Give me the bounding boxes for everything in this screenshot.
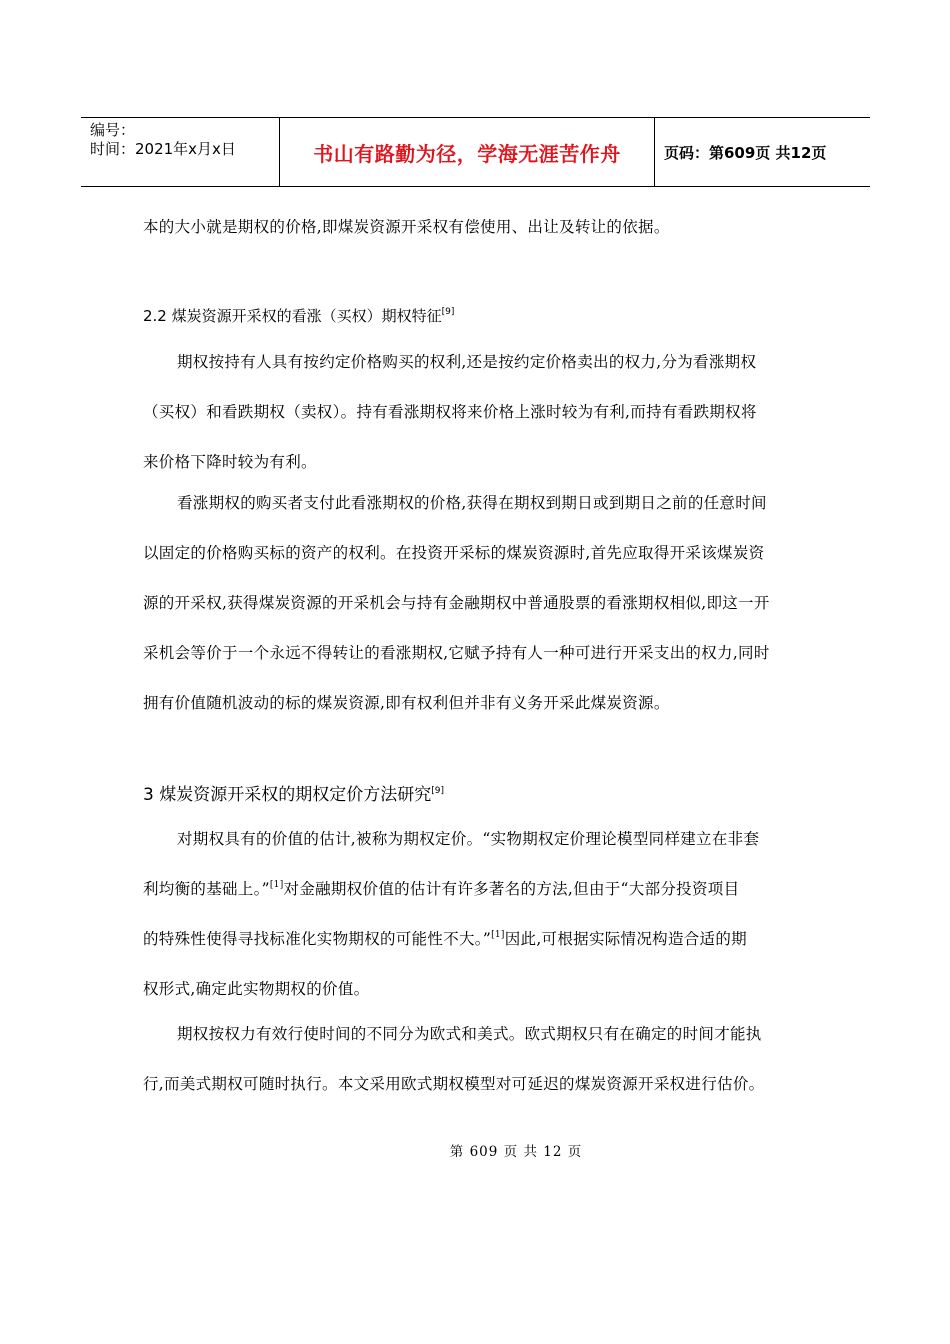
page-number-label: 页码：第609页 共12页 bbox=[664, 143, 827, 162]
paragraph-line: 期权按权力有效行使时间的不同分为欧式和美式。欧式期权只有在确定的时间才能执 bbox=[177, 1025, 762, 1043]
page-footer: 第 609 页 共 12 页 bbox=[449, 1144, 583, 1160]
paragraph-line: 采机会等价于一个永远不得转让的看涨期权,它赋予持有人一种可进行开采支出的权力,同时 bbox=[143, 644, 770, 662]
citation-ref: [1] bbox=[269, 880, 284, 890]
time-label: 时间：2021年x月x日 bbox=[90, 140, 236, 158]
number-label: 编号： bbox=[90, 121, 136, 139]
motto-text: 书山有路勤为径，学海无涯苦作舟 bbox=[313, 141, 621, 166]
paragraph-line: 拥有价值随机波动的标的煤炭资源,即有权利但并非有义务开采此煤炭资源。 bbox=[143, 694, 670, 712]
citation-ref: [9] bbox=[441, 307, 455, 317]
page-number-cell bbox=[655, 118, 870, 186]
header-info-cell bbox=[81, 118, 280, 186]
section-heading-3: 3 煤炭资源开采权的期权定价方法研究[9] bbox=[143, 785, 444, 805]
paragraph-line: 源的开采权,获得煤炭资源的开采机会与持有金融期权中普通股票的看涨期权相似,即这一开 bbox=[143, 594, 770, 612]
paragraph-line: 利均衡的基础上。”[1]对金融期权价值的估计有许多著名的方法,但由于“大部分投资项目 bbox=[143, 880, 740, 898]
text-line: 本的大小就是期权的价格,即煤炭资源开采权有偿使用、出让及转让的依据。 bbox=[143, 218, 670, 236]
paragraph-line: 看涨期权的购买者支付此看涨期权的价格,获得在期权到期日或到期日之前的任意时间 bbox=[177, 494, 767, 512]
paragraph-line: 对期权具有的价值的估计,被称为期权定价。“实物期权定价理论模型同样建立在非套 bbox=[177, 830, 760, 848]
paragraph-line: 权形式,确定此实物期权的价值。 bbox=[143, 980, 370, 998]
citation-ref: [1] bbox=[491, 930, 505, 940]
paragraph-line: 来价格下降时较为有利。 bbox=[143, 453, 317, 471]
section-heading-2-2: 2.2 煤炭资源开采权的看涨（买权）期权特征[9] bbox=[143, 307, 455, 325]
motto-cell bbox=[280, 118, 655, 186]
paragraph-line: 的特殊性使得寻找标准化实物期权的可能性不大。”[1]因此,可根据实际情况构造合适的期 bbox=[143, 930, 747, 948]
citation-ref: [9] bbox=[431, 786, 444, 796]
paragraph-line: 以固定的价格购买标的资产的权利。在投资开采标的煤炭资源时,首先应取得开采该煤炭资 bbox=[143, 544, 765, 562]
paragraph-line: 期权按持有人具有按约定价格购买的权利,还是按约定价格卖出的权力,分为看涨期权 bbox=[177, 353, 757, 371]
paragraph-line: 行,而美式期权可随时执行。本文采用欧式期权模型对可延迟的煤炭资源开采权进行估价。 bbox=[143, 1075, 765, 1093]
header-table bbox=[81, 117, 870, 187]
paragraph-line: （买权）和看跌期权（卖权）。持有看涨期权将来价格上涨时较为有利,而持有看跌期权将 bbox=[143, 403, 757, 421]
